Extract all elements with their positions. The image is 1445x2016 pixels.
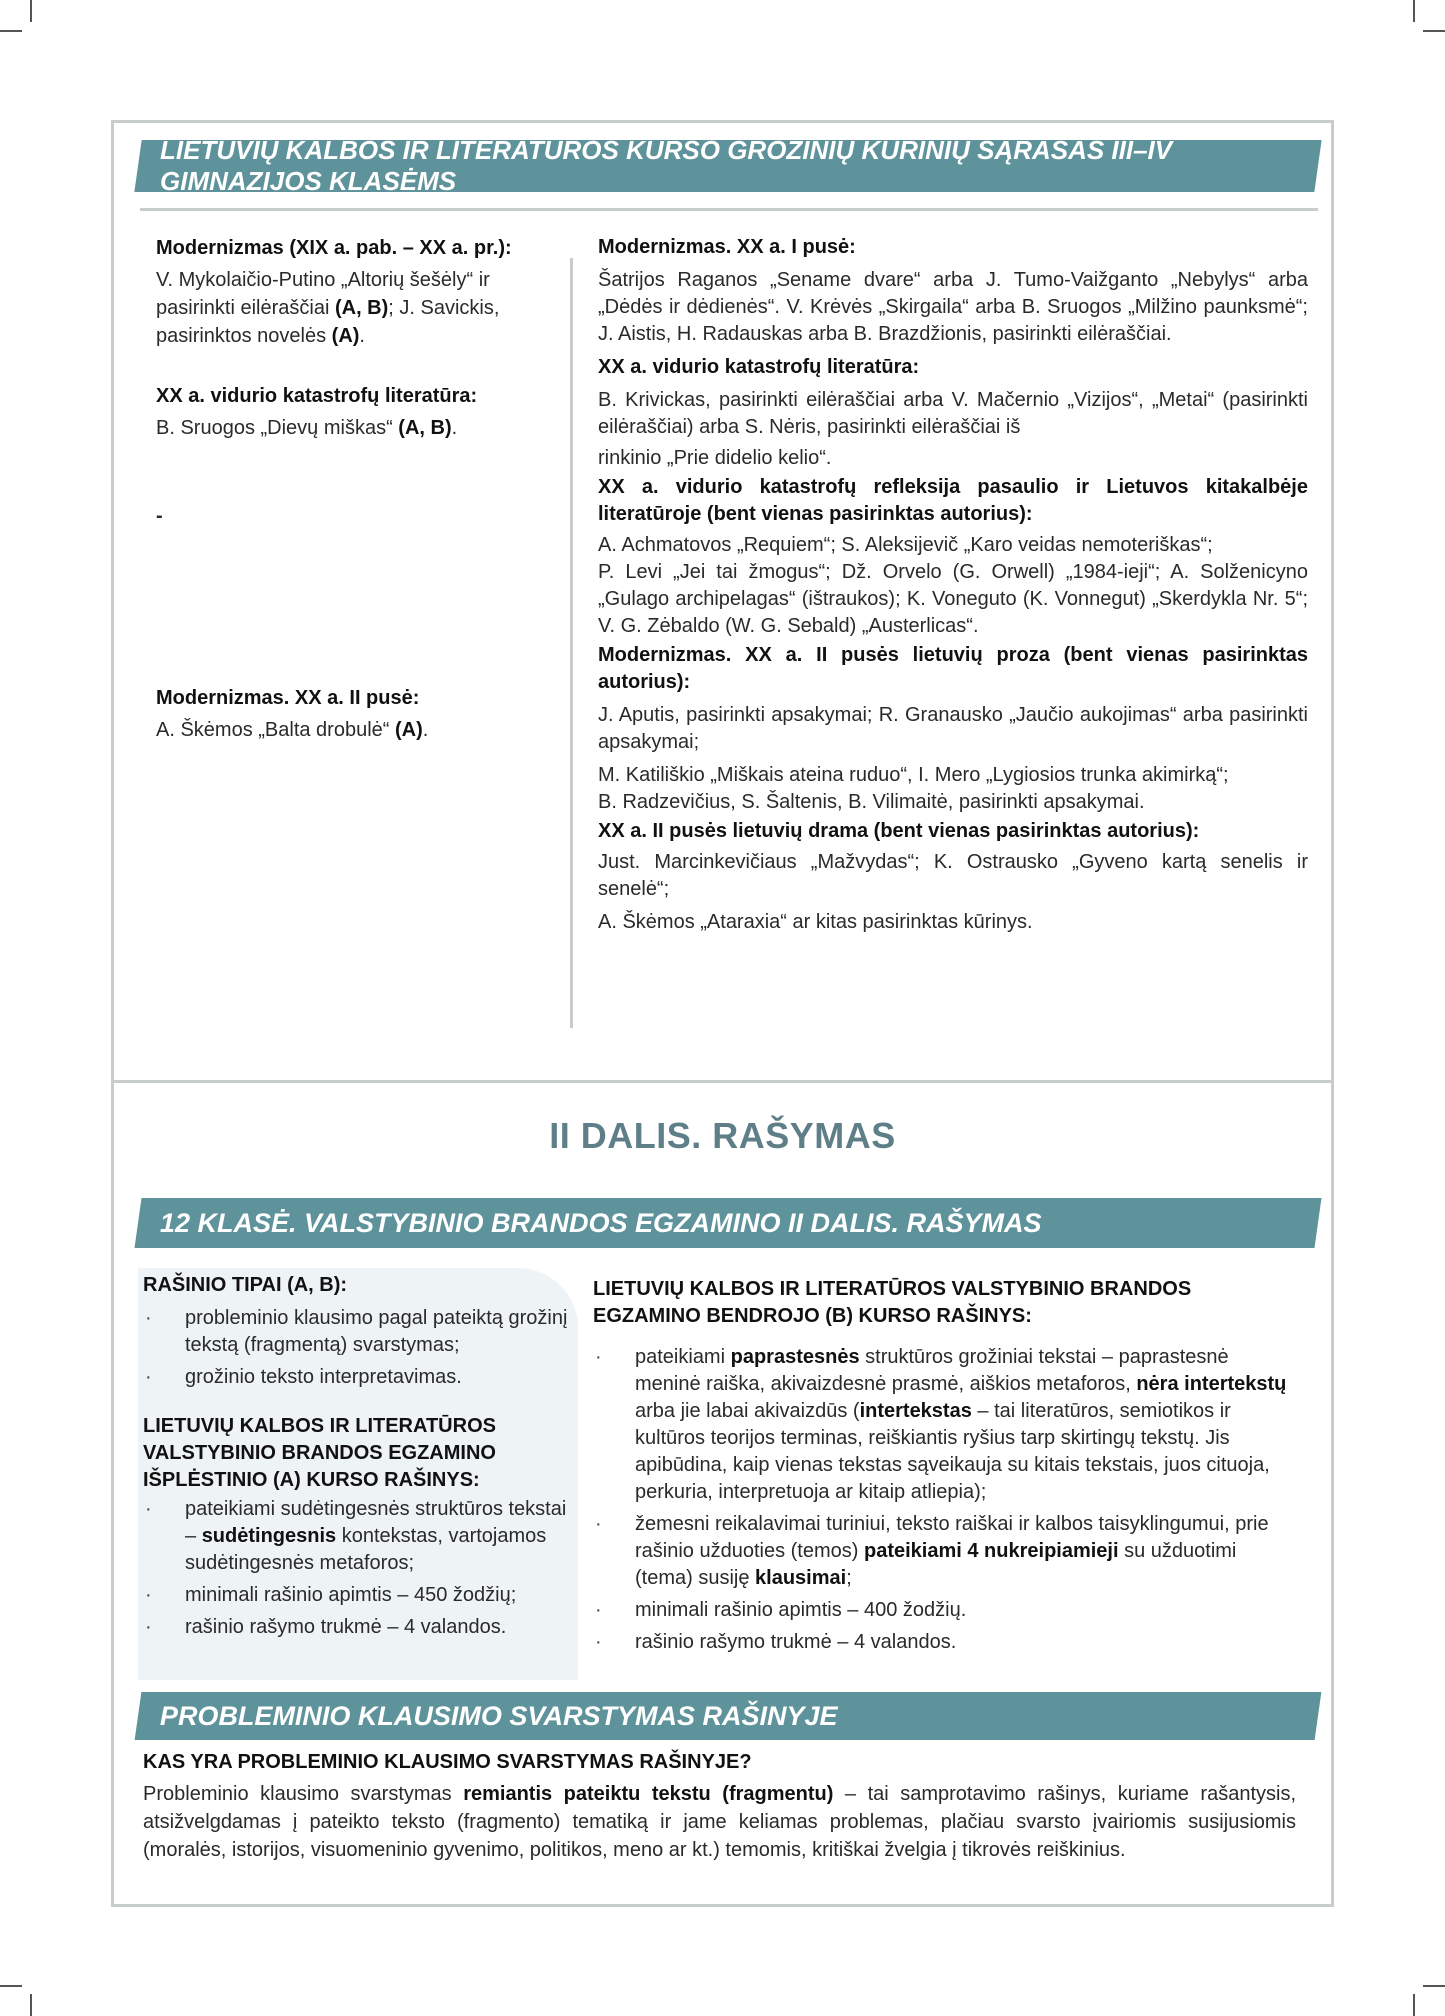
- lithuanian-drama-works: Just. Marcinkevičiaus „Mažvydas“; K. Ostrausko „Gyveno kartą senelis ir senelė“;: [598, 851, 1308, 900]
- item-text: arba jie labai akivaizdūs (: [635, 1400, 860, 1422]
- catastrophe-literature-works: [156, 414, 536, 442]
- exam-right-column: [593, 1276, 1293, 1661]
- section-divider: [111, 1080, 1334, 1083]
- course-tag: (A): [331, 325, 360, 347]
- crop-mark: [1413, 1994, 1415, 2016]
- list-item: [593, 1511, 1293, 1592]
- banner-title: 12 KLASĖ. VALSTYBINIO BRANDOS EGZAMINO II DALIS. RAŠYMAS: [160, 1207, 1042, 1238]
- crop-mark: [30, 1994, 32, 2016]
- lithuanian-prose-line3: B. Radzevičius, S. Šaltenis, B. Vilimaitė, pasirinkti apsakymai.: [598, 791, 1145, 813]
- literature-list-banner: [134, 135, 1321, 196]
- item-emphasis: intertekstas: [859, 1400, 972, 1422]
- item-emphasis: klausimai: [755, 1567, 847, 1589]
- course-a-list: [143, 1496, 568, 1641]
- crop-mark: [1423, 1985, 1445, 1987]
- exam-banner: [134, 1198, 1321, 1248]
- modernism-early-heading: Modernizmas (XIX a. pab. – XX a. pr.):: [156, 237, 512, 259]
- modernism-first-half-heading: Modernizmas. XX a. I pusė:: [598, 236, 856, 258]
- problem-definition: [143, 1780, 1296, 1864]
- course-b-heading: LIETUVIŲ KALBOS IR LITERATŪROS VALSTYBINIO BRANDOS EGZAMINO BENDROJO (B) KURSO RAŠINYS:: [593, 1278, 1192, 1327]
- world-reflection-works: P. Levi „Jei tai žmogus“; Dž. Orvelo (G. Orwell) „1984-ieji“; A. Solženicyno „Gulago archipelagas“ (ištraukos); K. Voneguto (K. Vonnegut) „Skerdykla Nr. 5“; V. G. Zėbaldo (W. G. Sebald) „Austerlicas“.: [598, 561, 1308, 637]
- problem-section: [143, 1748, 1296, 1864]
- item-emphasis: paprastesnės: [730, 1346, 860, 1368]
- list-item: [143, 1496, 568, 1577]
- work-text: .: [359, 325, 365, 347]
- catastrophe-literature-heading: XX a. vidurio katastrofų literatūra:: [156, 385, 478, 407]
- para-emphasis: remiantis pateiktu tekstu (fragmentu): [463, 1783, 834, 1805]
- item-text: pateikiami sudėtingesnės struktūros tekstai –: [185, 1498, 567, 1547]
- modernism-early-works: [156, 266, 536, 350]
- list-item: · rašinio rašymo trukmė – 4 valandos.: [143, 1614, 568, 1641]
- left-column-lower: [156, 684, 536, 744]
- banner-underline: [140, 208, 1318, 211]
- course-tag: (A, B): [334, 297, 389, 319]
- list-item: · minimali rašinio apimtis – 450 žodžių;: [143, 1582, 568, 1609]
- essay-types-list: [143, 1305, 568, 1391]
- right-column: [598, 234, 1308, 936]
- item-text: pateikiami: [635, 1346, 731, 1368]
- problem-question-heading: KAS YRA PROBLEMINIO KLAUSIMO SVARSTYMAS RAŠINYJE?: [143, 1751, 752, 1773]
- banner-title: PROBLEMINIO KLAUSIMO SVARSTYMAS RAŠINYJE: [160, 1700, 838, 1731]
- catastrophe-lit-works: B. Krivickas, pasirinkti eilėraščiai arba V. Mačernio „Vizijos“, „Metai“ (pasirinkti eilėraščiai) arba S. Nėris, pasirinkti eilėraščiai iš: [598, 389, 1308, 438]
- course-tag: (A): [395, 719, 423, 741]
- item-emphasis: sudėtingesnis: [201, 1525, 337, 1547]
- item-text: ;: [846, 1567, 852, 1589]
- course-a-heading: LIETUVIŲ KALBOS IR LITERATŪROS VALSTYBINIO BRANDOS EGZAMINO IŠPLĖSTINIO (A) KURSO RAŠINYS:: [143, 1415, 496, 1491]
- exam-left-column: [143, 1272, 568, 1646]
- catastrophe-lit-heading: XX a. vidurio katastrofų literatūra:: [598, 356, 920, 378]
- left-column: [156, 234, 536, 530]
- modernism-late-heading: Modernizmas. XX a. II pusė:: [156, 687, 420, 709]
- modernism-first-half-works: Šatrijos Raganos „Sename dvare“ arba J. Tumo-Vaižganto „Nebylys“ arba „Dėdės ir dėdienės“. V. Krėvės „Skirgaila“ arba B. Sruogos „Milžino paunksmė“; J. Aistis, H. Radauskas arba B. Brazdžionis, pasirinkti eilėraščiai.: [598, 269, 1308, 345]
- item-text: žemesni reikalavimai turiniui, teksto raiškai ir kalbos taisyklingumui, prie rašinio užduoties (temos): [635, 1513, 1269, 1562]
- course-b-list: [593, 1344, 1293, 1656]
- lithuanian-prose-works: J. Aputis, pasirinkti apsakymai; R. Granausko „Jaučio aukojimas“ arba pasirinkti apsakymai;: [598, 704, 1308, 753]
- crop-mark: [30, 0, 32, 22]
- lithuanian-prose-line2: M. Katiliškio „Miškais ateina ruduo“, I. Mero „Lygiosios trunka akimirką“;: [598, 764, 1229, 786]
- world-reflection-line1: A. Achmatovos „Requiem“; S. Aleksijevič „Karo veidas nemoteriškas“;: [598, 534, 1213, 556]
- item-text: struktūros grožiniai tekstai – paprastesnė meninė raiška, akivaizdesnė prasmė, aiškios metaforos,: [635, 1346, 1229, 1395]
- column-separator: [570, 258, 573, 1028]
- crop-mark: [1423, 30, 1445, 32]
- lithuanian-drama-heading: XX a. II pusės lietuvių drama (bent vienas pasirinktas autorius):: [598, 820, 1200, 842]
- list-item: · rašinio rašymo trukmė – 4 valandos.: [593, 1629, 1293, 1656]
- page-title: II DALIS. RAŠYMAS: [549, 1115, 896, 1156]
- crop-mark: [0, 30, 22, 32]
- lithuanian-drama-works-cont: A. Škėmos „Ataraxia“ ar kitas pasirinktas kūrinys.: [598, 911, 1033, 933]
- item-emphasis: nėra intertekstų: [1136, 1373, 1287, 1395]
- world-reflection-heading: XX a. vidurio katastrofų refleksija pasaulio ir Lietuvos kitakalbėje literatūroje (bent vienas pasirinktas autorius):: [598, 476, 1308, 525]
- item-text: kontekstas, vartojamos sudėtingesnės metaforos;: [185, 1525, 547, 1574]
- para-text: – tai samprotavimo rašinys, kuriame rašantysis, atsižvelgdamas į pateikto teksto (fragmento) tematiką ir jame keliamas problemas, plačiau svarsto įvairiomis susijusiomis (moralės, istorijos, visuomeninio gyvenimo, politikos, meno ar kt.) temomis, kritiškai žvelgia į tikrovės reiškinius.: [143, 1783, 1296, 1861]
- work-text: A. Škėmos „Balta drobulė“: [156, 719, 395, 741]
- work-text: .: [451, 417, 458, 439]
- list-item: [593, 1344, 1293, 1506]
- crop-mark: [1413, 0, 1415, 22]
- para-text: Probleminio klausimo svarstymas: [143, 1783, 464, 1805]
- work-text: .: [422, 719, 429, 741]
- work-text: B. Sruogos „Dievų miškas“: [156, 417, 399, 439]
- work-text: ; J. Savickis, pasirinktos novelės: [156, 297, 500, 347]
- catastrophe-lit-works-cont: rinkinio „Prie didelio kelio“.: [598, 447, 832, 469]
- work-text: V. Mykolaičio-Putino „Altorių šešėly“ ir pasirinkti eilėraščiai: [156, 269, 490, 319]
- crop-mark: [0, 1985, 22, 1987]
- empty-entry-dash: -: [156, 505, 163, 527]
- modernism-late-works: [156, 716, 536, 744]
- lithuanian-prose-heading: Modernizmas. XX a. II pusės lietuvių proza (bent vienas pasirinktas autorius):: [598, 644, 1308, 693]
- list-item: · minimali rašinio apimtis – 400 žodžių.: [593, 1597, 1293, 1624]
- banner-title: LIETUVIŲ KALBOS IR LITERATŪROS KURSO GROŽINIŲ KŪRINIŲ SĄRAŠAS III–IV GIMNAZIJOS KLASĖMS: [160, 135, 1173, 196]
- problem-banner: [135, 1692, 1322, 1740]
- item-text: su užduotimi (tema) susiję: [635, 1540, 1237, 1589]
- item-emphasis: pateikiami 4 nukreipiamieji: [863, 1540, 1119, 1562]
- essay-types-heading: RAŠINIO TIPAI (A, B):: [143, 1274, 348, 1296]
- list-item: · grožinio teksto interpretavimas.: [143, 1364, 568, 1391]
- item-text: – tai literatūros, semiotikos ir kultūros teorijos terminas, reiškiantis ryšius tarp skirtingų tekstų. Jis apibūdina, kaip vienas tekstas sąveikauja su kitais tekstais, juos cituoja, perkuria, interpretuoja ar kitaip atliepia);: [635, 1400, 1270, 1503]
- course-tag: (A, B): [398, 417, 452, 439]
- list-item: · probleminio klausimo pagal pateiktą grožinį tekstą (fragmentą) svarstymas;: [143, 1305, 568, 1359]
